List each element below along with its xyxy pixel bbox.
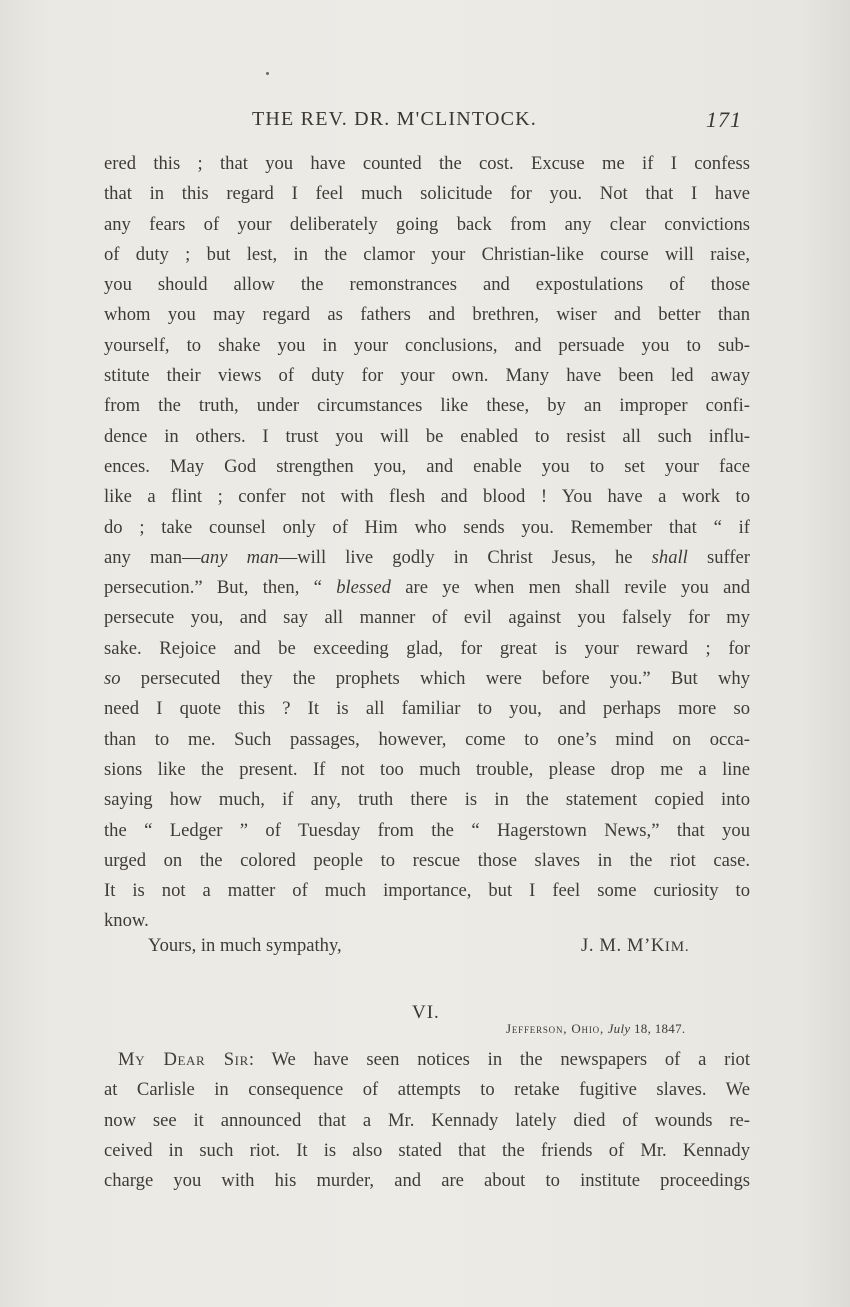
- text-line: at Carlisle in consequence of attempts to retake fugitive slaves. We: [104, 1079, 750, 1101]
- ink-speck: [266, 72, 269, 75]
- valediction: Yours, in much sympathy,: [148, 935, 342, 956]
- text-line-italic-emphasis: so persecuted they the prophets which were before you.” But why: [104, 668, 750, 690]
- dateline-month: July: [607, 1021, 631, 1036]
- text-line: stitute their views of duty for your own. Many have been led away: [104, 365, 750, 387]
- letter-number: VI.: [412, 1002, 440, 1023]
- text-line: from the truth, under circumstances like these, by an improper confi-: [104, 395, 750, 417]
- text-line: persecute you, and say all manner of evil against you falsely for my: [104, 607, 750, 629]
- text-line: need I quote this ? It is all familiar to you, and perhaps more so: [104, 698, 750, 720]
- text-line-italic-emphasis: persecution.” But, then, “ blessed are ye when men shall revile you and: [104, 577, 750, 599]
- dateline: [506, 1021, 685, 1037]
- salutation: My Dear Sir: [118, 1049, 249, 1070]
- signature-lead: J. M. M’K: [581, 935, 665, 956]
- text-line: It is not a matter of much importance, but I feel some curiosity to: [104, 880, 750, 902]
- text-line-first: [104, 1045, 750, 1075]
- letter-vi-body: [104, 1045, 750, 1196]
- page-number: 171: [706, 107, 742, 132]
- text-line: than to me. Such passages, however, come to one’s mind on occa-: [104, 728, 750, 750]
- dateline-place: Jefferson, Ohio,: [506, 1021, 605, 1036]
- text-line-italic-emphasis: any man—any man—will live godly in Christ Jesus, he shall suffer: [104, 546, 750, 568]
- text-line: like a flint ; confer not with flesh and blood ! You have a work to: [104, 486, 750, 508]
- text-line: charge you with his murder, and are about to institute proceedings: [104, 1170, 750, 1192]
- text-line: urged on the colored people to rescue those slaves in the riot case.: [104, 849, 750, 871]
- dateline-day-year: 18, 1847.: [634, 1021, 686, 1036]
- text-line: ered this ; that you have counted the cost. Excuse me if I confess: [104, 153, 750, 174]
- text-line: sake. Rejoice and be exceeding glad, for great is your reward ; for: [104, 637, 750, 659]
- running-title: THE REV. DR. M'CLINTOCK.: [252, 108, 538, 130]
- text-line: whom you may regard as fathers and brethren, wiser and better than: [104, 304, 750, 326]
- text-line: dence in others. I trust you will be enabled to resist all such influ-: [104, 425, 750, 447]
- text-line: yourself, to shake you in your conclusions, and persuade you to sub-: [104, 334, 750, 356]
- letter-v-body: [104, 149, 750, 937]
- text-line: ences. May God strengthen you, and enable you to set your face: [104, 455, 750, 477]
- text-line: ceived in such riot. It is also stated that the friends of Mr. Kennady: [104, 1139, 750, 1161]
- running-head: [0, 108, 850, 138]
- text-line: now see it announced that a Mr. Kennady lately died of wounds re-: [104, 1109, 750, 1131]
- text-line: of duty ; but lest, in the clamor your Christian-like course will raise,: [104, 243, 750, 265]
- text-line: that in this regard I feel much solicitude for you. Not that I have: [104, 183, 750, 205]
- text-line: sions like the present. If not too much trouble, please drop me a line: [104, 758, 750, 780]
- text-line: any fears of your deliberately going back from any clear convictions: [104, 213, 750, 235]
- signature-small-caps: IM.: [664, 939, 690, 955]
- text-line: saying how much, if any, truth there is in the statement copied into: [104, 789, 750, 811]
- first-line-rest: : We have seen notices in the newspapers of a riot: [248, 1049, 750, 1070]
- text-line: you should allow the remonstrances and expostulations of those: [104, 274, 750, 296]
- text-line: do ; take counsel only of Him who sends you. Remember that “ if: [104, 516, 750, 538]
- signature: [581, 935, 689, 957]
- text-line: know.: [104, 910, 149, 932]
- text-line: the “ Ledger ” of Tuesday from the “ Hagerstown News,” that you: [104, 819, 750, 841]
